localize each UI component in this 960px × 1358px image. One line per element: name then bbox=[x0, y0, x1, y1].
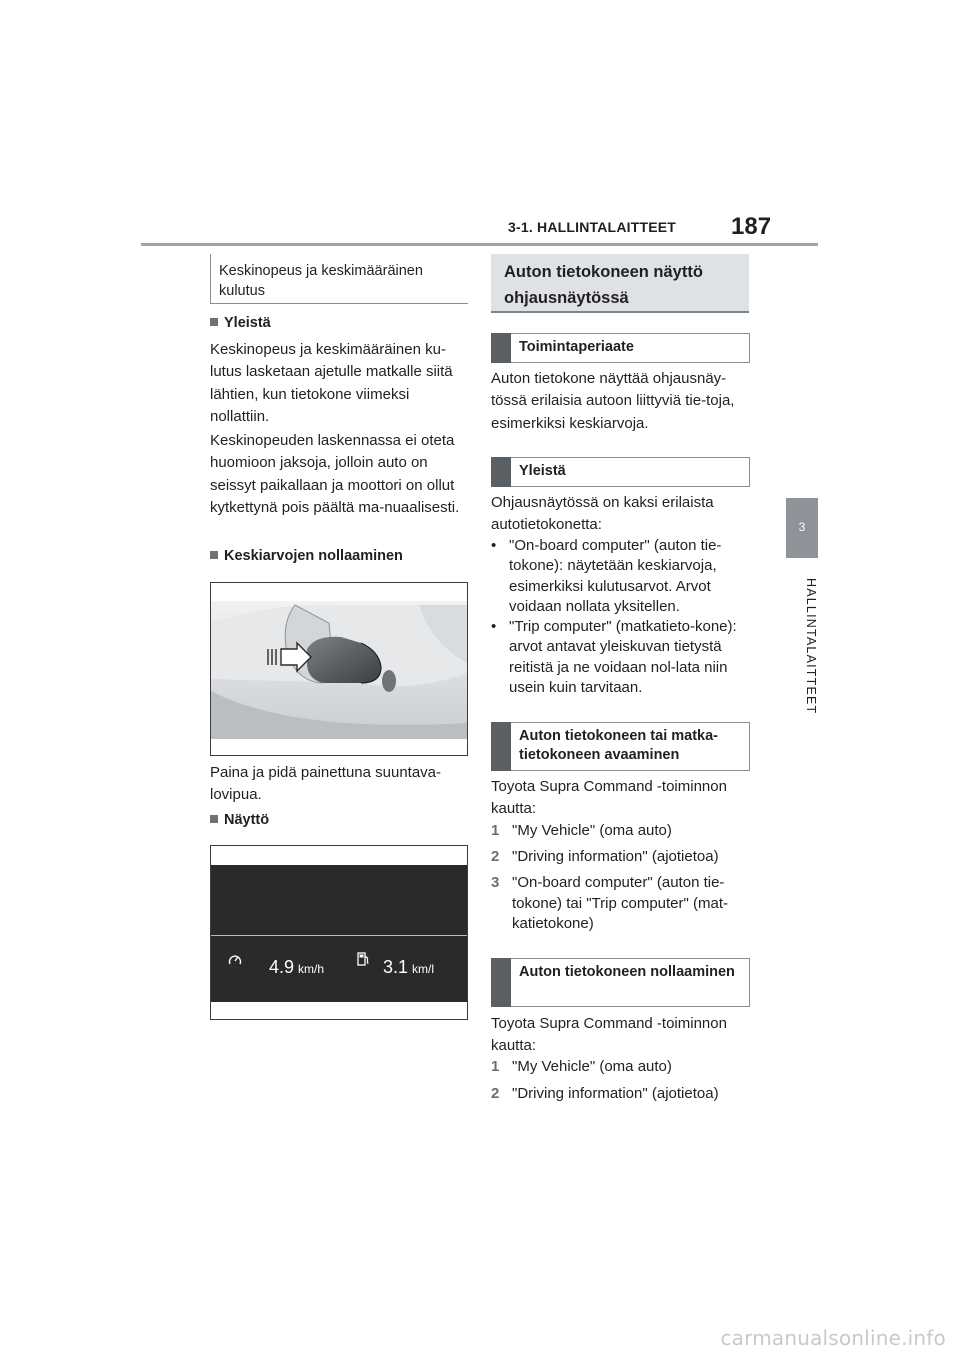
watermark: carmanualsonline.info bbox=[720, 1326, 946, 1350]
section-box-title: Yleistä bbox=[519, 463, 566, 479]
step-number: 1 bbox=[491, 1058, 500, 1075]
step-number: 1 bbox=[491, 822, 500, 839]
subheading-reset bbox=[210, 548, 403, 564]
paragraph: Keskinopeuden laskennassa ei oteta huomioon jaksoja, jolloin auto on seissyt paikallaan ja moottori on ollut kytkettynä pois päältä ma-nuaalisesti. bbox=[210, 432, 460, 516]
square-bullet-icon bbox=[210, 815, 218, 823]
page-number: 187 bbox=[731, 213, 772, 240]
fuel-pump-icon bbox=[356, 951, 370, 967]
square-bullet-icon bbox=[210, 551, 218, 559]
list-item bbox=[491, 617, 753, 701]
chapter-number: 3 bbox=[798, 520, 806, 534]
topic-box-title: Keskinopeus ja keskimääräinen kulutus bbox=[210, 254, 468, 304]
display-divider bbox=[211, 935, 467, 936]
paragraph: Ohjausnäytössä on kaksi erilaista autotietokonetta: bbox=[491, 494, 714, 534]
list-item-text: "Trip computer" (matkatieto-kone): arvot antavat yleiskuvan tietystä reitistä ja ne voidaan nol-lata niin usein kuin tarvitaan. bbox=[509, 618, 737, 697]
section-box-title: Toimintaperiaate bbox=[519, 339, 634, 355]
step-number: 3 bbox=[491, 874, 500, 891]
average-speed-value: 4.9 bbox=[269, 957, 295, 977]
step-item bbox=[491, 873, 753, 937]
section-box-title: Auton tietokoneen nollaaminen bbox=[519, 964, 735, 980]
step-text: "On-board computer" (auton tie-tokone) tai "Trip computer" (mat-katietokone) bbox=[512, 874, 728, 933]
subheading-display bbox=[210, 812, 269, 828]
average-consumption-value: 3.1 bbox=[383, 957, 409, 977]
subheading-general bbox=[210, 315, 271, 331]
average-speed-unit: km/h bbox=[298, 962, 325, 976]
paragraph: Keskinopeus ja keskimääräinen ku-lutus lasketaan ajetulle matkalle siitä lähtien, kun tietokone viimeksi nollattiin. bbox=[210, 341, 453, 425]
header-rule bbox=[141, 243, 818, 246]
section-box-general bbox=[491, 457, 750, 487]
paragraph: Paina ja pidä painettuna suuntava-lovipua. bbox=[210, 764, 442, 804]
step-text: "My Vehicle" (oma auto) bbox=[512, 822, 672, 839]
list-item bbox=[491, 536, 753, 620]
bullet-dot-icon: • bbox=[491, 618, 497, 635]
lever-illustration-icon bbox=[211, 583, 467, 755]
step-text: "Driving information" (ajotietoa) bbox=[512, 1085, 719, 1102]
subheading-text: Näyttö bbox=[224, 812, 270, 828]
chapter-tab bbox=[786, 498, 818, 558]
average-consumption-unit: km/l bbox=[412, 962, 434, 976]
section-bar bbox=[491, 722, 511, 771]
subheading-text: Keskiarvojen nollaaminen bbox=[224, 548, 403, 564]
section-box-principle bbox=[491, 333, 750, 363]
section-heading: Auton tietokoneen näyttö ohjausnäytössä bbox=[491, 254, 749, 313]
paragraph: Toyota Supra Command -toiminnon kautta: bbox=[491, 1015, 727, 1055]
speedometer-icon bbox=[228, 953, 242, 967]
display-screen bbox=[211, 865, 467, 1002]
section-bar bbox=[491, 333, 511, 363]
step-text: "My Vehicle" (oma auto) bbox=[512, 1058, 672, 1075]
section-box-reset bbox=[491, 958, 750, 1007]
paragraph: Auton tietokone näyttää ohjausnäy-tössä erilaisia autoon liittyviä tie-toja, esimerkiksi keskiarvoja. bbox=[491, 370, 735, 432]
step-number: 2 bbox=[491, 1085, 500, 1102]
section-bar bbox=[491, 457, 511, 487]
section-box-opening bbox=[491, 722, 750, 771]
paragraph: Toyota Supra Command -toiminnon kautta: bbox=[491, 778, 727, 818]
chapter-label: HALLINTALAITTEET bbox=[804, 577, 818, 715]
section-box-title: Auton tietokoneen tai matka-tietokoneen avaaminen bbox=[519, 728, 718, 763]
step-item bbox=[491, 821, 753, 843]
square-bullet-icon bbox=[210, 318, 218, 326]
section-bar bbox=[491, 958, 511, 1007]
display-illustration bbox=[210, 845, 468, 1020]
step-text: "Driving information" (ajotietoa) bbox=[512, 848, 719, 865]
bullet-dot-icon: • bbox=[491, 537, 497, 554]
step-item bbox=[491, 1084, 753, 1106]
step-item bbox=[491, 847, 753, 869]
step-number: 2 bbox=[491, 848, 500, 865]
step-item bbox=[491, 1057, 753, 1079]
section-title: 3-1. HALLINTALAITTEET bbox=[508, 219, 677, 235]
list-item-text: "On-board computer" (auton tie-tokone): näytetään keskiarvoja, esimerkiksi kulutusarvot. Arvot voidaan nollata yksitellen. bbox=[509, 537, 722, 616]
subheading-text: Yleistä bbox=[224, 315, 271, 331]
turn-signal-lever-illustration bbox=[210, 582, 468, 756]
